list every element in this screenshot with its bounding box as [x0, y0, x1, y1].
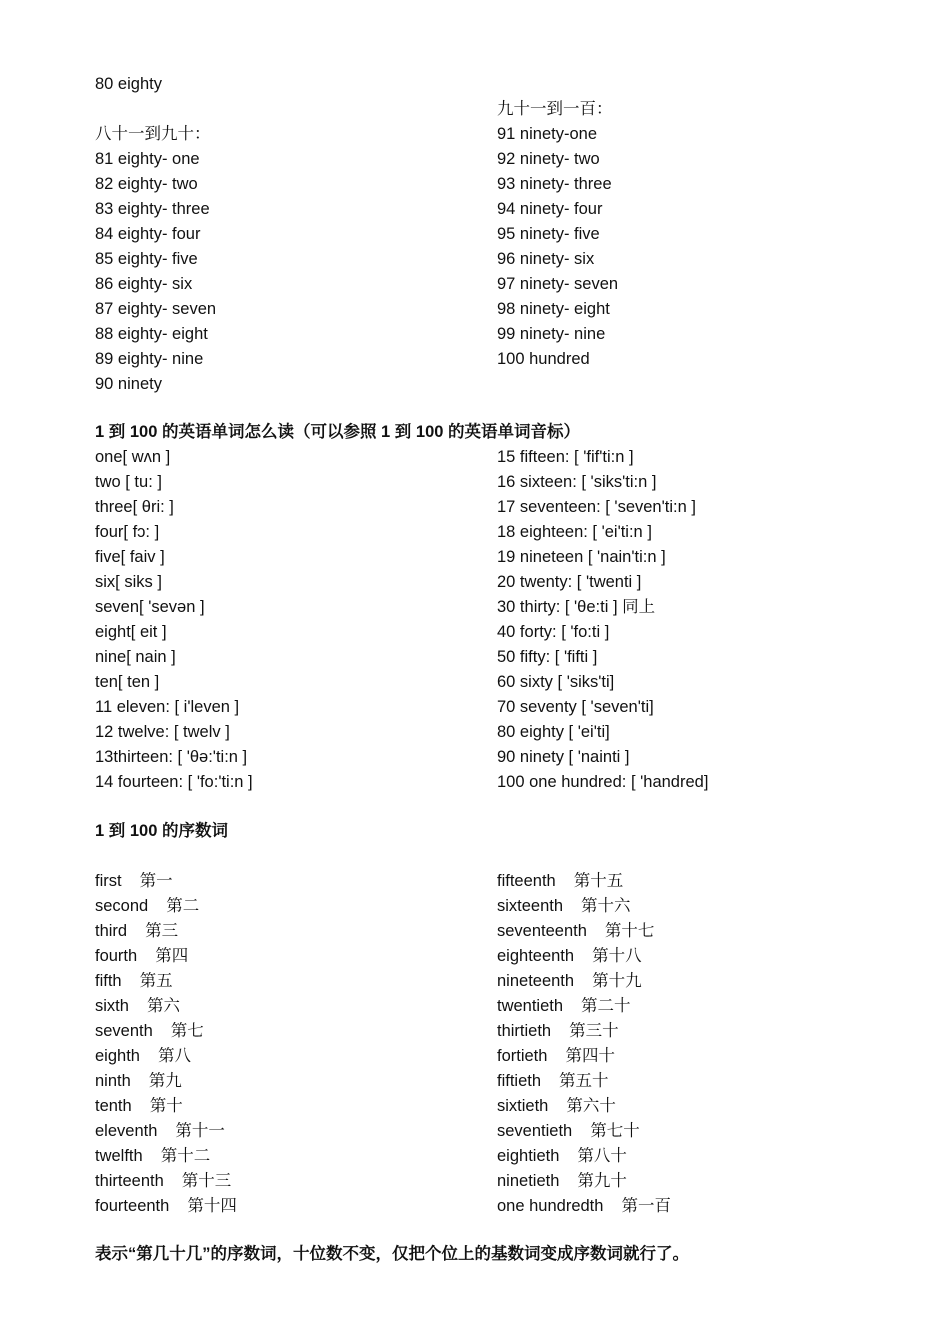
pronunciation-line: 14 fourteen: [ 'fo:'ti:n ] — [95, 773, 253, 791]
number-word-line: 93 ninety- three — [497, 175, 612, 193]
ordinal-english: ninetieth — [497, 1172, 560, 1190]
section-title-91-100: 九十一到一百： — [497, 100, 613, 118]
pronunciation-line: 70 seventy [ 'seven'ti] — [497, 698, 654, 716]
ordinal-row — [95, 1069, 485, 1094]
ordinal-chinese: 第十九 — [592, 972, 642, 990]
ordinal-english: tenth — [95, 1097, 132, 1115]
ordinal-row — [95, 1144, 485, 1169]
number-word-line: 100 hundred — [497, 350, 590, 368]
ordinal-english: fourteenth — [95, 1197, 170, 1215]
section-title-81-90: 八十一到九十： — [95, 125, 211, 143]
pronunciation-line: 90 ninety [ 'nainti ] — [497, 748, 630, 766]
pronunciation-line: 17 seventeen: [ 'seven'ti:n ] — [497, 498, 696, 516]
number-word-line: 98 ninety- eight — [497, 300, 610, 318]
list-81-90 — [95, 147, 475, 397]
ordinals-right-list — [497, 869, 917, 1219]
number-word-line: 95 ninety- five — [497, 225, 600, 243]
pronunciation-line: 15 fifteen: [ 'fif'ti:n ] — [497, 448, 634, 466]
ordinal-chinese: 第十八 — [592, 947, 642, 965]
ordinal-row — [497, 919, 917, 944]
ordinal-chinese: 第四 — [155, 947, 189, 965]
pronunciation-left-list — [95, 445, 485, 795]
ordinal-english: ninth — [95, 1072, 131, 1090]
ordinal-row — [497, 1194, 917, 1219]
ordinal-chinese: 第七十 — [590, 1122, 640, 1140]
right-number-column — [497, 97, 897, 372]
ordinal-chinese: 第一百 — [621, 1197, 671, 1215]
ordinal-row — [497, 944, 917, 969]
pronunciation-line: 50 fifty: [ 'fifti ] — [497, 648, 598, 666]
ordinal-english: thirteenth — [95, 1172, 164, 1190]
ordinal-english: sixth — [95, 997, 129, 1015]
ordinal-row — [497, 969, 917, 994]
number-word-line: 81 eighty- one — [95, 150, 200, 168]
ordinal-row — [95, 994, 485, 1019]
ordinal-chinese: 第八十 — [577, 1147, 627, 1165]
ordinal-row — [95, 1119, 485, 1144]
number-word-line: 87 eighty- seven — [95, 300, 217, 318]
ordinal-row — [95, 1169, 485, 1194]
pronunciation-line: two [ tu: ] — [95, 473, 162, 491]
pronunciation-line: 19 nineteen [ 'nain'ti:n ] — [497, 548, 666, 566]
pronunciation-line: 60 sixty [ 'siks'ti] — [497, 673, 615, 691]
number-word-line: 94 ninety- four — [497, 200, 603, 218]
pronunciation-line: eight[ eit ] — [95, 623, 167, 641]
ordinal-chinese: 第六 — [146, 997, 180, 1015]
ordinal-chinese: 第三十 — [569, 1022, 619, 1040]
ordinal-row — [95, 869, 485, 894]
pronunciation-line: 100 one hundred: [ 'handred] — [497, 773, 709, 791]
ordinals-heading: 1 到 100 的序数词 — [95, 822, 228, 840]
ordinal-chinese: 第五十 — [559, 1072, 609, 1090]
ordinal-english: twentieth — [497, 997, 564, 1015]
ordinal-chinese: 第一 — [139, 872, 173, 890]
number-word-line: 99 ninety- nine — [497, 325, 606, 343]
number-word-line: 84 eighty- four — [95, 225, 201, 243]
ordinal-english: fiftieth — [497, 1072, 542, 1090]
ordinal-english: seventeenth — [497, 922, 587, 940]
number-word-line: 91 ninety-one — [497, 125, 597, 143]
ordinal-chinese: 第十 — [149, 1097, 183, 1115]
ordinal-chinese: 第八 — [157, 1047, 191, 1065]
ordinal-english: seventieth — [497, 1122, 573, 1140]
pronunciation-line: three[ θri: ] — [95, 498, 174, 516]
ordinal-english: eighteenth — [497, 947, 575, 965]
ordinal-row — [497, 1094, 917, 1119]
ordinal-row — [497, 1019, 917, 1044]
pronunciation-line: 20 twenty: [ 'twenti ] — [497, 573, 642, 591]
ordinal-english: eightieth — [497, 1147, 560, 1165]
ordinal-english: nineteenth — [497, 972, 575, 990]
left-number-column — [95, 72, 475, 397]
ordinal-rule-note: 表示“第几十几”的序数词，十位数不变，仅把个位上的基数词变成序数词就行了。 — [95, 1245, 689, 1263]
ordinal-row — [497, 1044, 917, 1069]
ordinal-row — [497, 869, 917, 894]
ordinal-chinese: 第二十 — [581, 997, 631, 1015]
number-80-line: 80 eighty — [95, 75, 162, 93]
ordinal-row — [497, 1144, 917, 1169]
number-word-line: 90 ninety — [95, 375, 162, 393]
ordinal-english: fifth — [95, 972, 122, 990]
ordinal-english: seventh — [95, 1022, 153, 1040]
ordinal-row — [95, 894, 485, 919]
ordinal-row — [95, 1194, 485, 1219]
pronunciation-line: six[ siks ] — [95, 573, 162, 591]
ordinal-chinese: 第二 — [166, 897, 200, 915]
number-word-line: 88 eighty- eight — [95, 325, 208, 343]
pronunciation-line: 80 eighty [ 'ei'ti] — [497, 723, 610, 741]
pronunciation-heading: 1 到 100 的英语单词怎么读（可以参照 1 到 100 的英语单词音标） — [95, 423, 581, 441]
ordinal-row — [497, 1169, 917, 1194]
list-91-100 — [497, 122, 897, 372]
pronunciation-line: seven[ 'sevən ] — [95, 598, 205, 616]
ordinal-row — [95, 919, 485, 944]
pronunciation-line: five[ faiv ] — [95, 548, 165, 566]
pronunciation-line: 12 twelve: [ twelv ] — [95, 723, 230, 741]
ordinal-chinese: 第九十 — [577, 1172, 627, 1190]
pronunciation-line: four[ fɔ: ] — [95, 523, 160, 541]
ordinal-english: fourth — [95, 947, 138, 965]
pronunciation-line: ten[ ten ] — [95, 673, 160, 691]
ordinal-chinese: 第十五 — [573, 872, 624, 890]
ordinal-english: second — [95, 897, 149, 915]
ordinal-row — [95, 969, 485, 994]
pronunciation-line: 30 thirty: [ 'θe:ti ] 同上 — [497, 598, 656, 616]
ordinal-row — [95, 944, 485, 969]
ordinal-row — [497, 894, 917, 919]
pronunciation-line: 11 eleven: [ i'leven ] — [95, 698, 240, 716]
pronunciation-line: nine[ nain ] — [95, 648, 176, 666]
pronunciation-line: 40 forty: [ 'fo:ti ] — [497, 623, 610, 641]
ordinal-chinese: 第十二 — [160, 1147, 211, 1165]
ordinals-left-list — [95, 869, 485, 1219]
ordinal-english: sixteenth — [497, 897, 564, 915]
ordinal-chinese: 第九 — [148, 1072, 182, 1090]
ordinal-chinese: 第四十 — [565, 1047, 615, 1065]
ordinal-english: twelfth — [95, 1147, 143, 1165]
number-word-line: 89 eighty- nine — [95, 350, 204, 368]
ordinal-english: fifteenth — [497, 872, 556, 890]
ordinal-english: eighth — [95, 1047, 140, 1065]
ordinal-row — [95, 1019, 485, 1044]
number-word-line: 86 eighty- six — [95, 275, 193, 293]
ordinal-chinese: 第十七 — [604, 922, 655, 940]
pronunciation-right-list — [497, 445, 917, 795]
number-word-line: 96 ninety- six — [497, 250, 595, 268]
ordinal-row — [497, 1119, 917, 1144]
ordinal-chinese: 第三 — [145, 922, 179, 940]
number-word-line: 83 eighty- three — [95, 200, 210, 218]
ordinal-chinese: 第六十 — [566, 1097, 616, 1115]
ordinal-chinese: 第七 — [170, 1022, 204, 1040]
ordinal-chinese: 第十三 — [181, 1172, 232, 1190]
ordinal-chinese: 第五 — [139, 972, 173, 990]
ordinal-english: third — [95, 922, 128, 940]
pronunciation-line: 16 sixteen: [ 'siks'ti:n ] — [497, 473, 657, 491]
ordinal-english: thirtieth — [497, 1022, 552, 1040]
number-word-line: 92 ninety- two — [497, 150, 600, 168]
ordinal-english: first — [95, 872, 122, 890]
pronunciation-line: one[ wʌn ] — [95, 448, 171, 466]
ordinal-english: fortieth — [497, 1047, 548, 1065]
number-word-line: 82 eighty- two — [95, 175, 198, 193]
ordinal-row — [497, 994, 917, 1019]
ordinal-english: one hundredth — [497, 1197, 604, 1215]
ordinal-english: sixtieth — [497, 1097, 549, 1115]
pronunciation-line: 18 eighteen: [ 'ei'ti:n ] — [497, 523, 652, 541]
number-word-line: 85 eighty- five — [95, 250, 198, 268]
ordinal-row — [497, 1069, 917, 1094]
ordinal-chinese: 第十六 — [581, 897, 631, 915]
ordinal-chinese: 第十四 — [187, 1197, 237, 1215]
ordinal-english: eleventh — [95, 1122, 158, 1140]
ordinal-row — [95, 1044, 485, 1069]
pronunciation-line: 13thirteen: [ 'θə:'ti:n ] — [95, 748, 248, 766]
number-word-line: 97 ninety- seven — [497, 275, 619, 293]
ordinal-chinese: 第十一 — [175, 1122, 225, 1140]
ordinal-row — [95, 1094, 485, 1119]
